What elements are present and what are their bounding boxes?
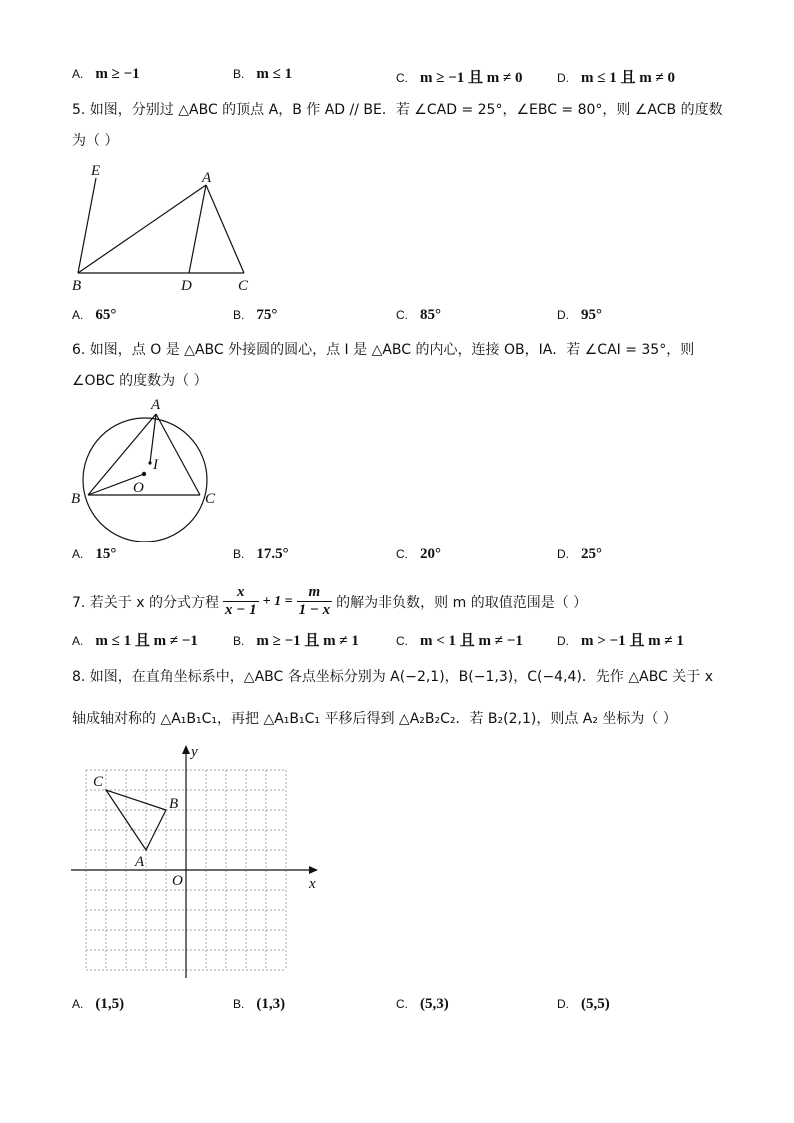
q6-line-ac — [156, 414, 200, 495]
q6-point-i — [148, 461, 151, 464]
q6-point-o — [142, 472, 146, 476]
q6-stem-line2: ∠OBC 的度数为（ ） — [72, 373, 208, 389]
q7-option-a[interactable]: A. m ≤ 1 且 m ≠ −1 — [72, 633, 198, 649]
q8-label-y: y — [191, 744, 198, 760]
q8-stem-line2: 轴成轴对称的 △A₁B₁C₁，再把 △A₁B₁C₁ 平移后得到 △A₂B₂C₂．若 B₂(2,1)，则点 A₂ 坐标为（ ） — [72, 711, 677, 727]
q8-label-o: O — [172, 873, 183, 889]
q6-label-a: A — [151, 397, 161, 413]
q7-option-c[interactable]: C. m < 1 且 m ≠ −1 — [396, 633, 523, 649]
q6-stem-line1: 6. 如图，点 O 是 △ABC 外接圆的圆心，点 I 是 △ABC 的内心，连接 OB，IA．若 ∠CAI = 35°，则 — [72, 342, 695, 358]
q5-label-e: E — [91, 163, 101, 179]
q7-prefix: 7. 若关于 x 的分式方程 — [72, 594, 219, 611]
q7-frac2-numerator: m — [308, 584, 321, 600]
q6-figure — [62, 392, 232, 542]
q5-label-a: A — [202, 170, 212, 186]
q4-option-b[interactable]: B. m ≤ 1 — [233, 66, 293, 82]
q8-label-c: C — [93, 774, 104, 790]
q8-label-a: A — [135, 854, 145, 870]
q7-option-b[interactable]: B. m ≥ −1 且 m ≠ 1 — [233, 633, 359, 649]
q6-label-c: C — [205, 491, 216, 507]
q7-frac2-denominator: 1 − x — [298, 602, 331, 618]
q8-label-x: x — [309, 876, 316, 892]
q5-option-b[interactable]: B. 75° — [233, 307, 278, 323]
q6-option-c[interactable]: C. 20° — [396, 546, 441, 562]
q8-stem-line1: 8. 如图，在直角坐标系中，△ABC 各点坐标分别为 A(−2,1)，B(−1,3)，C(−4,4)．先作 △ABC 关于 x — [72, 669, 714, 685]
q8-option-b[interactable]: B. (1,3) — [233, 996, 286, 1012]
q5-line-ad — [189, 185, 206, 273]
q7-frac1-numerator: x — [237, 584, 245, 600]
q6-line-ia — [150, 414, 156, 463]
q6-label-i: I — [153, 457, 158, 473]
q8-arrow-y — [182, 745, 190, 754]
q7-suffix: 的解为非负数，则 m 的取值范围是（ ） — [336, 594, 588, 611]
q5-label-b: B — [72, 278, 82, 294]
q8-triangle-abc — [106, 790, 166, 850]
q8-option-c[interactable]: C. (5,3) — [396, 996, 449, 1012]
q8-arrow-x — [309, 866, 318, 874]
q5-label-d: D — [181, 278, 192, 294]
q7-frac1-denominator: x − 1 — [225, 602, 257, 618]
q7-fraction-1 — [223, 584, 259, 619]
q5-label-c: C — [238, 278, 249, 294]
q5-line-be — [78, 178, 96, 273]
q5-figure — [60, 158, 270, 298]
q6-option-d[interactable]: D. 25° — [557, 546, 602, 562]
q6-circumcircle — [83, 418, 207, 542]
q7-fraction-2 — [297, 584, 333, 619]
q5-option-a[interactable]: A. 65° — [72, 307, 117, 323]
q5-line-ba — [78, 185, 206, 273]
q4-option-d[interactable]: D. m ≤ 1 且 m ≠ 0 — [557, 70, 675, 86]
q7-option-d[interactable]: D. m > −1 且 m ≠ 1 — [557, 633, 684, 649]
q5-option-d[interactable]: D. 95° — [557, 307, 602, 323]
q7-middle: + 1 = — [262, 593, 293, 609]
q8-option-a[interactable]: A. (1,5) — [72, 996, 125, 1012]
q4-option-a[interactable]: A. m ≥ −1 — [72, 66, 140, 82]
q5-option-c[interactable]: C. 85° — [396, 307, 441, 323]
q6-option-a[interactable]: A. 15° — [72, 546, 117, 562]
q7-stem — [72, 584, 587, 619]
q4-option-c[interactable]: C. m ≥ −1 且 m ≠ 0 — [396, 70, 523, 86]
q8-coordinate-figure — [66, 742, 330, 982]
q6-option-b[interactable]: B. 17.5° — [233, 546, 289, 562]
q5-stem-line2: 为（ ） — [72, 133, 119, 149]
q6-label-b: B — [71, 491, 81, 507]
q8-option-d[interactable]: D. (5,5) — [557, 996, 610, 1012]
q6-label-o: O — [133, 480, 144, 496]
q5-line-ac — [206, 185, 244, 273]
q8-label-b: B — [169, 796, 179, 812]
q5-stem-line1: 5. 如图，分别过 △ABC 的顶点 A，B 作 AD // BE．若 ∠CAD = 25°，∠EBC = 80°，则 ∠ACB 的度数 — [72, 102, 723, 118]
